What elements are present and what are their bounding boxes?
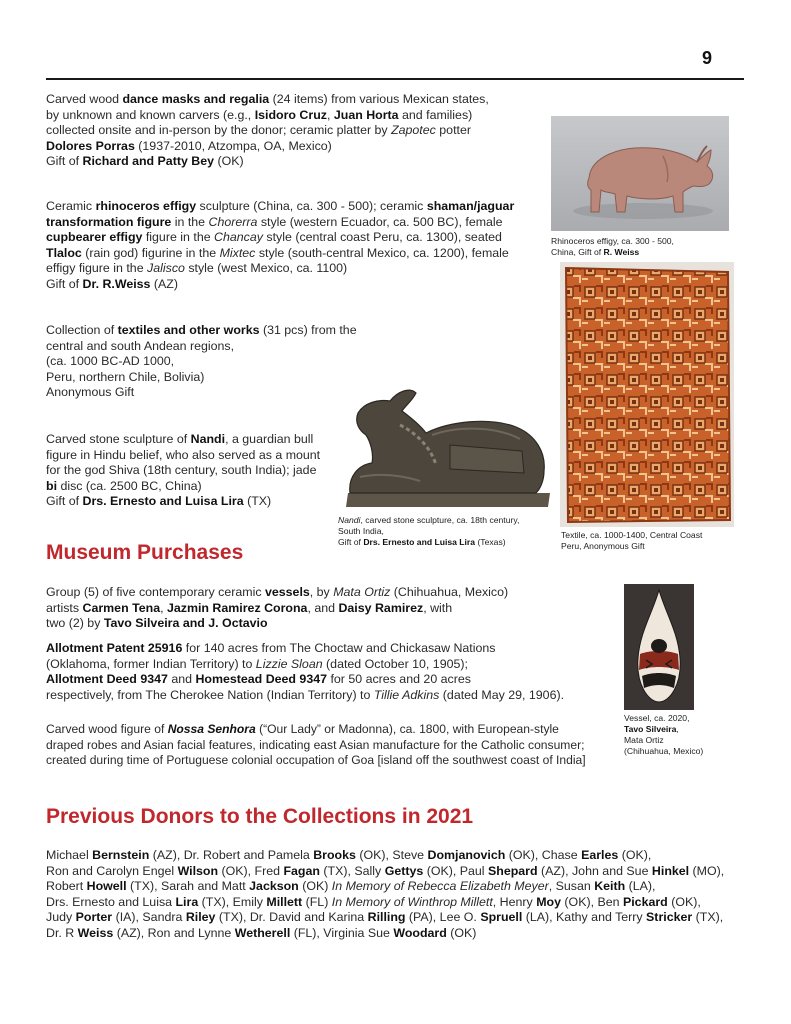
text-run: Mixtec (219, 245, 256, 260)
rich-line (46, 261, 514, 277)
text-run: dance masks and regalia (122, 92, 270, 106)
text-run: Drs. Ernesto and Luisa Lira (363, 537, 476, 547)
text-run: Dr. R (46, 925, 78, 940)
caption-line (624, 746, 703, 757)
text-run: style (central coast Peru, ca. 1300), seated (262, 230, 502, 245)
text-run: Gift of (46, 154, 83, 169)
text-run: Isidoro Cruz (254, 107, 327, 122)
text-run: Group (5) of five contemporary ceramic (46, 585, 265, 599)
text-run: (AZ) (150, 276, 178, 291)
text-run: artists (46, 600, 83, 615)
text-run: (Texas) (475, 537, 506, 547)
text-run: (TX) (243, 494, 272, 509)
caption-textile (561, 530, 702, 552)
caption-line (338, 526, 519, 537)
text-run: cupbearer effigy (46, 230, 143, 245)
text-run: Mata Ortiz (333, 585, 391, 599)
text-run: (OK), Paul (423, 863, 488, 878)
header-rule (46, 78, 744, 80)
gift-entry-rhinoceros (46, 199, 514, 293)
text-run: Shepard (488, 863, 538, 878)
text-run: Tlaloc (46, 245, 82, 260)
text-run: Chorerra (208, 214, 258, 229)
text-run: In Memory of Winthrop Millett (331, 894, 493, 909)
rich-line (46, 108, 489, 124)
text-run: (TX), Sally (319, 863, 385, 878)
text-run: (Oklahoma, former Indian Territory) to (46, 656, 256, 671)
text-run: bi (46, 478, 58, 493)
text-run: Millett (266, 894, 303, 909)
caption-line (624, 713, 703, 724)
text-run: Carved wood (46, 92, 123, 106)
text-run: sculpture (China, ca. 300 - 500); ceramic (196, 199, 427, 213)
rich-line (46, 657, 564, 673)
text-run: Spruell (480, 910, 523, 925)
text-run: (AZ), John and Sue (537, 863, 652, 878)
text-run: Gift of (338, 537, 364, 547)
text-run: R. Weiss (603, 247, 640, 257)
text-run: (AZ), Ron and Lynne (113, 925, 235, 940)
text-run: Chancay (214, 230, 263, 245)
textile-photo (560, 262, 734, 527)
text-run: , by (309, 585, 334, 599)
rich-line (46, 895, 724, 911)
text-run: for 140 acres from The Choctaw and Chickasaw Nations (182, 641, 496, 655)
previous-donors-heading: Previous Donors to the Collections in 2021 (46, 805, 474, 828)
text-run: Collection of (46, 323, 118, 337)
text-run: Porter (75, 910, 113, 925)
text-run: Drs. Ernesto and Luisa Lira (82, 494, 244, 509)
text-run: Lira (175, 894, 199, 909)
text-run: Anonymous Gift (46, 385, 135, 400)
caption-line (551, 247, 674, 258)
text-run: , Henry (492, 894, 537, 909)
museum-purchases-heading: Museum Purchases (46, 541, 244, 564)
text-run: South India, (338, 526, 384, 536)
rich-line (46, 139, 489, 155)
text-run: central and south Andean regions, (46, 338, 235, 353)
text-run: transformation figure (46, 214, 172, 229)
rich-line (46, 370, 357, 386)
text-run: Ceramic (46, 199, 96, 213)
gift-entry-textiles (46, 323, 357, 401)
text-run: Howell (86, 879, 127, 894)
caption-line (561, 541, 702, 552)
text-run: Allotment Deed 9347 (46, 672, 168, 687)
text-run: style (west Mexico, ca. 1100) (184, 261, 348, 276)
purchase-entry-nossa-senhora (46, 722, 586, 769)
rich-line (46, 672, 564, 688)
text-run: (TX), Dr. David and Karina (215, 910, 368, 925)
text-run: Gettys (384, 863, 424, 878)
text-run: figure in Hindu belief, who also served as a mount (46, 447, 321, 462)
text-run: vessels (264, 585, 310, 599)
text-run: (Chihuahua, Mexico) (390, 585, 509, 599)
caption-nandi (338, 515, 519, 548)
rich-line (46, 641, 564, 657)
text-run: Ron and Carolyn Engel (46, 863, 178, 878)
rich-line (46, 323, 357, 339)
previous-donors-list (46, 848, 724, 942)
text-run: (OK), (667, 894, 701, 909)
gift-entry-nandi (46, 432, 320, 510)
rich-line (46, 848, 724, 864)
text-run: Pickard (622, 894, 668, 909)
text-run: (PA), Lee O. (405, 910, 481, 925)
rhinoceros-effigy-photo (551, 116, 729, 231)
text-run: (TX), Sarah and Matt (126, 879, 250, 894)
text-run: Rhinoceros effigy, ca. 300 - 500, (551, 236, 674, 246)
rich-line (46, 277, 514, 293)
text-run: Moy (536, 894, 561, 909)
text-run: (31 pcs) from the (259, 323, 357, 337)
text-run: (OK), (618, 848, 652, 862)
text-run: respectively, from The Cherokee Nation (Indian Territory) to (46, 687, 374, 702)
text-run: (dated October 10, 1905); (322, 656, 468, 671)
text-run: Fagan (283, 863, 320, 878)
text-run: In Memory of Rebecca Elizabeth Meyer (331, 879, 549, 894)
text-run: Bernstein (92, 848, 150, 862)
page-number: 9 (702, 48, 713, 68)
rich-line (46, 354, 357, 370)
text-run: Rilling (367, 910, 406, 925)
rich-line (46, 738, 586, 754)
text-run: Carved stone sculpture of (46, 432, 191, 446)
text-run: rhinoceros effigy (95, 199, 197, 213)
text-run: Dolores Porras (46, 138, 135, 153)
text-run: (rain god) figurine in the (81, 245, 220, 260)
text-run: Hinkel (651, 863, 690, 878)
text-run: collected onsite and in-person by the donor; ceramic platter by (46, 123, 392, 138)
caption-rhinoceros (551, 236, 674, 258)
text-run: (MO), (689, 863, 725, 878)
rich-line (46, 926, 724, 942)
text-run: Keith (594, 879, 626, 894)
rich-line (46, 246, 514, 262)
purchase-entry-vessels (46, 585, 508, 632)
text-run: Riley (185, 910, 216, 925)
text-run: (“Our Lady” or Madonna), ca. 1800, with European-style (255, 722, 559, 736)
text-run: Earles (581, 848, 619, 862)
text-run: Carmen Tena (82, 600, 161, 615)
text-run: Richard and Patty Bey (82, 154, 215, 169)
text-run: Nandi (190, 432, 226, 446)
caption-line (561, 530, 702, 541)
text-run: Michael (46, 848, 93, 862)
text-run: Juan Horta (333, 107, 399, 122)
text-run: Allotment Patent 25916 (46, 641, 183, 655)
text-run: Weiss (77, 925, 114, 940)
text-run: Homestead Deed 9347 (195, 672, 327, 687)
text-run: , (676, 724, 679, 734)
text-run: Gift of (46, 276, 83, 291)
text-run: Carved wood figure of (46, 722, 168, 736)
text-run: (Chihuahua, Mexico) (624, 746, 704, 756)
rich-line (46, 879, 724, 895)
text-run: (AZ), Dr. Robert and Pamela (149, 848, 314, 862)
text-run: Dr. R.Weiss (82, 276, 151, 291)
rich-line (46, 339, 357, 355)
text-run: in the (171, 214, 209, 229)
text-run: style (south-central Mexico, ca. 1200), female (255, 245, 509, 260)
text-run: , Susan (548, 879, 595, 894)
text-run: for 50 acres and 20 acres (327, 672, 471, 687)
text-run: (OK), Fred (218, 863, 284, 878)
text-run: Jackson (249, 879, 299, 894)
rich-line (46, 479, 320, 495)
text-run: (OK), Steve (355, 848, 428, 862)
text-run: disc (ca. 2500 BC, China) (57, 478, 202, 493)
rich-line (46, 385, 357, 401)
text-run: Tavo Silveira (624, 724, 677, 734)
text-run: (OK), Ben (560, 894, 623, 909)
caption-line (624, 735, 703, 746)
text-run: , and (307, 600, 339, 615)
text-run: Daisy Ramirez (338, 600, 424, 615)
text-run: by unknown and known carvers (e.g., (46, 107, 255, 122)
text-run: and (167, 672, 196, 687)
text-run: potter (435, 123, 471, 138)
text-run: (ca. 1000 BC-AD 1000, (46, 354, 175, 369)
rich-line (46, 722, 586, 738)
text-run: (OK) (298, 879, 332, 894)
rich-line (46, 432, 320, 448)
text-run: Brooks (313, 848, 356, 862)
text-run: Gift of (46, 494, 83, 509)
rich-line (46, 199, 514, 215)
text-run: Wetherell (234, 925, 291, 940)
text-run: Stricker (646, 910, 693, 925)
text-run: , with (423, 600, 453, 615)
text-run: (OK), Chase (505, 848, 582, 862)
text-run: Jalisco (147, 261, 185, 276)
purchase-entry-allotment (46, 641, 564, 703)
rich-line (46, 910, 724, 926)
text-run: (LA), (625, 879, 656, 894)
text-run: China, Gift of (551, 247, 604, 257)
text-run: Zapotec (391, 123, 436, 138)
ceramic-vessel-photo (624, 584, 694, 710)
caption-vessel (624, 713, 703, 757)
text-run: Robert (46, 879, 87, 894)
text-run: for the god Shiva (18th century, south India); jade (46, 463, 317, 478)
rich-line (46, 230, 514, 246)
rich-line (46, 123, 489, 139)
caption-line (338, 537, 519, 548)
text-run: Domjanovich (427, 848, 506, 862)
text-run: Jazmin Ramirez Corona (166, 600, 308, 615)
rich-line (46, 601, 508, 617)
caption-line (338, 515, 519, 526)
rich-line (46, 154, 489, 170)
text-run: Nandi (338, 515, 361, 525)
rich-line (46, 753, 586, 769)
text-run: style (western Ecuador, ca. 500 BC), female (257, 214, 503, 229)
text-run: (dated May 29, 1906). (439, 687, 565, 702)
text-run: , carved stone sculpture, ca. 18th century, (360, 515, 520, 525)
text-run: Vessel, ca. 2020, (624, 713, 690, 723)
text-run: (TX), (692, 910, 724, 925)
text-run: Peru, northern Chile, Bolivia) (46, 369, 205, 384)
gift-entry-dance-masks (46, 92, 489, 170)
text-run: two (2) by (46, 616, 104, 631)
text-run: Drs. Ernesto and Luisa (46, 894, 176, 909)
text-run: figure in the (142, 230, 215, 245)
rich-line (46, 616, 508, 632)
text-run: effigy figure in the (46, 261, 148, 276)
text-run: , (326, 107, 334, 122)
rich-line (46, 494, 320, 510)
text-run: Lizzie Sloan (255, 656, 323, 671)
text-run: and families) (398, 107, 473, 122)
text-run: (OK) (214, 154, 244, 169)
text-run: Textile, ca. 1000-1400, Central Coast (561, 530, 703, 540)
rich-line (46, 92, 489, 108)
rich-line (46, 688, 564, 704)
text-run: (OK) (446, 925, 477, 940)
rich-line (46, 585, 508, 601)
text-run: Peru, Anonymous Gift (561, 541, 645, 551)
text-run: Wilson (177, 863, 219, 878)
text-run: (TX), Emily (198, 894, 267, 909)
text-run: textiles and other works (117, 323, 260, 337)
text-run: (IA), Sandra (112, 910, 186, 925)
text-run: draped robes and Asian facial features, indicating east Asian manufacture for the Catholic consumer; (46, 737, 585, 752)
text-run: shaman/jaguar (426, 199, 515, 213)
text-run: (24 items) from various Mexican states, (269, 92, 489, 106)
text-run: (1937-2010, Atzompa, OA, Mexico) (134, 138, 332, 153)
text-run: Tavo Silveira and J. Octavio (103, 616, 268, 631)
rich-line (46, 864, 724, 880)
text-run: (LA), Kathy and Terry (522, 910, 647, 925)
caption-line (624, 724, 703, 735)
rich-line (46, 448, 320, 464)
text-run: Nossa Senhora (167, 722, 256, 736)
text-run: Woodard (393, 925, 447, 940)
text-run: (FL) (302, 894, 332, 909)
text-run: Mata Ortiz (624, 735, 664, 745)
text-run: Tillie Adkins (373, 687, 440, 702)
caption-line (551, 236, 674, 247)
rich-line (46, 463, 320, 479)
text-run: (FL), Virginia Sue (290, 925, 394, 940)
text-run: , a guardian bull (225, 432, 314, 446)
text-run: Judy (46, 910, 76, 925)
text-run: , (160, 600, 167, 615)
rich-line (46, 215, 514, 231)
text-run: created during time of Portuguese colonial occupation of Goa [island off the southwest coast of India] (46, 753, 586, 768)
nandi-sculpture-photo (340, 361, 556, 509)
